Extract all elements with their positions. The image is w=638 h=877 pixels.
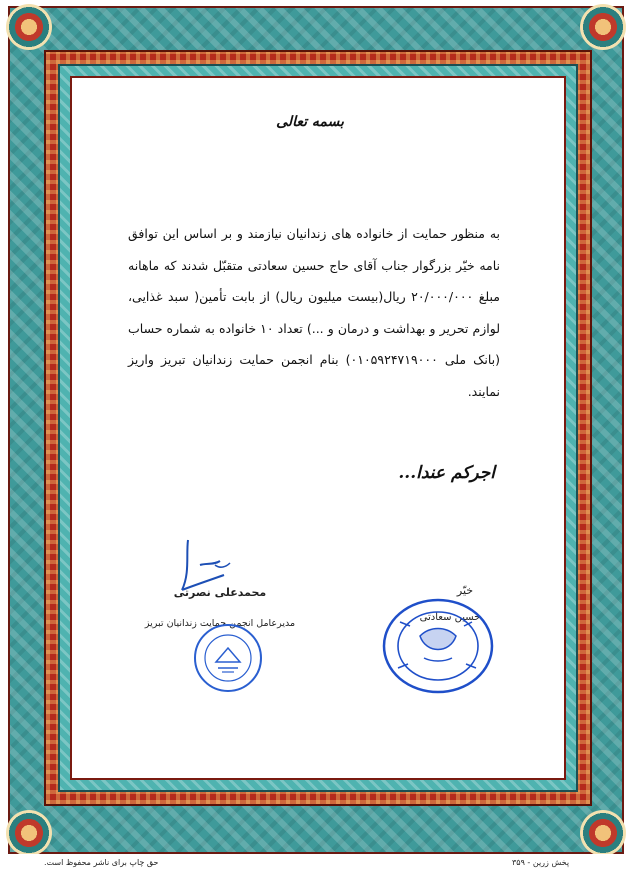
body-paragraph: به منظور حمایت از خانواده های زندانیان نیازمند و بر اساس این توافق نامه خیّر بزرگوار جناب آقای حاج حسین سعادتی متقبّل شدند که ماهانه مبلغ ۲۰/۰۰۰/۰۰۰ ریال(بیست میلیون ریال) از بابت تأمین( سبد غذایی، لوازم تحریر و بهداشت و درمان و ...) تعداد ۱۰ خانواده به شماره حساب (بانک ملی ۰۱۰۵۹۲۴۷۱۹۰۰۰) بنام انجمن حمایت زندانیان تبریز واریز نمایند.	[128, 226, 501, 399]
closing-phrase: اجرکم عندا...	[398, 463, 495, 483]
stamp-right	[380, 596, 496, 696]
print-code: پخش زرین - ۳۵۹	[512, 858, 570, 867]
corner-rosette	[580, 4, 626, 50]
page-title: بسمه تعالی	[276, 114, 344, 130]
signatory-title: مدیرعامل انجمن حمایت زندانیان تبریز	[144, 618, 296, 629]
stamp-left	[188, 622, 268, 694]
corner-rosette	[6, 4, 52, 50]
corner-rosette	[6, 810, 52, 856]
ornamental-frame	[8, 6, 624, 854]
corner-rosette	[580, 810, 626, 856]
red-border-band	[44, 50, 592, 806]
benefactor-label: خیّر	[456, 584, 474, 597]
letter-body	[128, 218, 500, 408]
copyright-note: حق چاپ برای ناشر محفوظ است.	[44, 858, 159, 867]
teal-border-band	[58, 64, 578, 792]
benefactor-name: حسین سعادتی	[419, 612, 481, 623]
signatory-name: محمدعلی نصرتی	[173, 586, 267, 599]
